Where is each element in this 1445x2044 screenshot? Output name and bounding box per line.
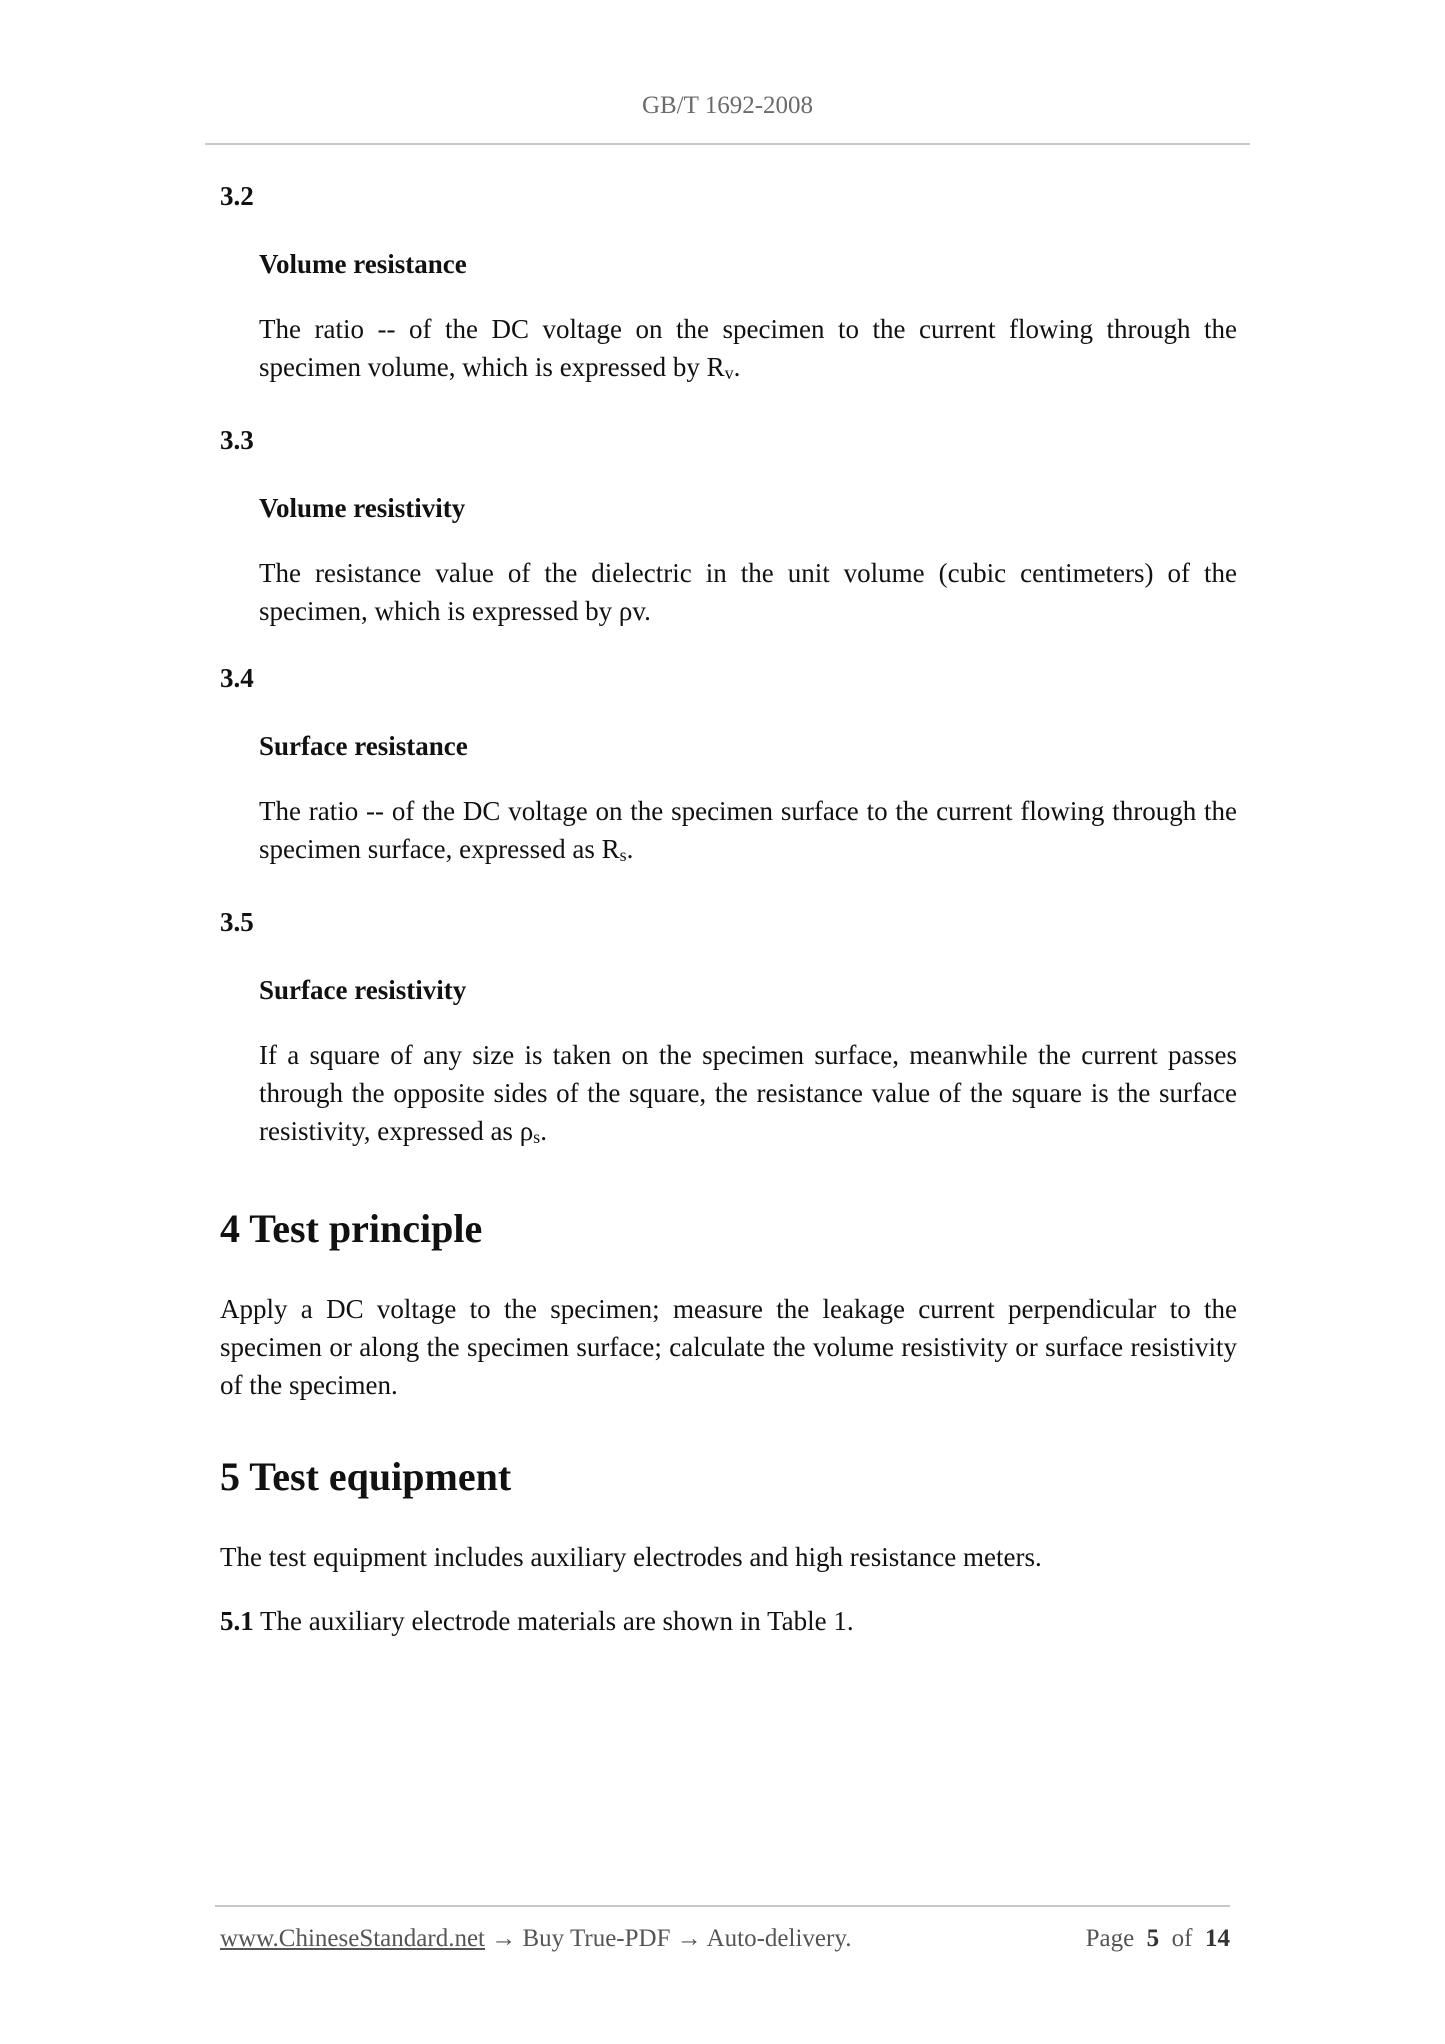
footer-promo <box>220 1925 851 1953</box>
page-footer <box>220 1925 1230 1953</box>
item-5-1 <box>220 1602 1237 1640</box>
term-definition <box>259 310 1237 392</box>
term-title: Volume resistivity <box>259 493 466 523</box>
item-number: 5.1 <box>220 1606 254 1636</box>
definition-text: The ratio -- of the DC voltage on the specimen to the current flowing through the specimen volume, which is expressed by R <box>259 314 1237 382</box>
clause-3-5 <box>220 904 1237 1156</box>
subscript: s <box>619 845 627 865</box>
term-definition <box>259 792 1237 874</box>
term-title: Volume resistance <box>259 249 467 279</box>
page-number: 5 <box>1146 1925 1160 1952</box>
definition-end: . <box>540 1116 547 1146</box>
page-header: GB/T 1692-2008 <box>641 92 814 119</box>
section-5-heading: 5 Test equipment <box>220 1454 512 1499</box>
clause-number: 3.4 <box>220 663 254 693</box>
term-definition <box>259 554 1237 630</box>
definition-end: . <box>733 352 741 382</box>
clause-3-2 <box>220 178 1237 392</box>
document-body <box>220 178 1237 1640</box>
section-4-body: Apply a DC voltage to the specimen; measure the leakage current perpendicular to the specimen or along the specimen surface; calculate the volume resistivity or surface resistivity of the specimen. <box>220 1294 1237 1400</box>
clause-3-3 <box>220 422 1237 630</box>
subscript: v <box>724 363 734 383</box>
definition-text: The resistance value of the dielectric in the unit volume (cubic centimeters) of the specimen, which is expressed by ρv. <box>259 558 1237 626</box>
term-title: Surface resistivity <box>259 975 467 1005</box>
page-indicator <box>1086 1925 1230 1953</box>
subscript: s <box>533 1127 541 1147</box>
section-5-body: The test equipment includes auxiliary electrodes and high resistance meters. <box>220 1542 1042 1572</box>
page-total: 14 <box>1205 1925 1230 1952</box>
definition-text: If a square of any size is taken on the specimen surface, meanwhile the current passes through the opposite sides of the square, the resistance value of the square is the surface resistivity, expressed as ρ <box>259 1040 1237 1146</box>
footer-promo-text: → Buy True-PDF → Auto-delivery. <box>485 1925 852 1952</box>
definition-text: The ratio -- of the DC voltage on the specimen surface to the current flowing through the specimen surface, expressed as R <box>259 796 1237 864</box>
clause-number: 3.2 <box>220 181 254 211</box>
term-definition <box>259 1036 1237 1156</box>
website-link[interactable]: www.ChineseStandard.net <box>220 1925 485 1952</box>
item-text: The auxiliary electrode materials are shown in Table 1. <box>253 1606 854 1636</box>
of-label: of <box>1171 1925 1193 1952</box>
clause-3-4 <box>220 660 1237 874</box>
page-label: Page <box>1085 1925 1135 1952</box>
header-divider <box>205 143 1250 145</box>
section-4-heading: 4 Test principle <box>220 1206 483 1251</box>
term-title: Surface resistance <box>259 731 468 761</box>
clause-number: 3.3 <box>220 425 254 455</box>
clause-number: 3.5 <box>220 907 254 937</box>
footer-divider <box>215 1905 1230 1907</box>
definition-end: . <box>626 834 634 864</box>
